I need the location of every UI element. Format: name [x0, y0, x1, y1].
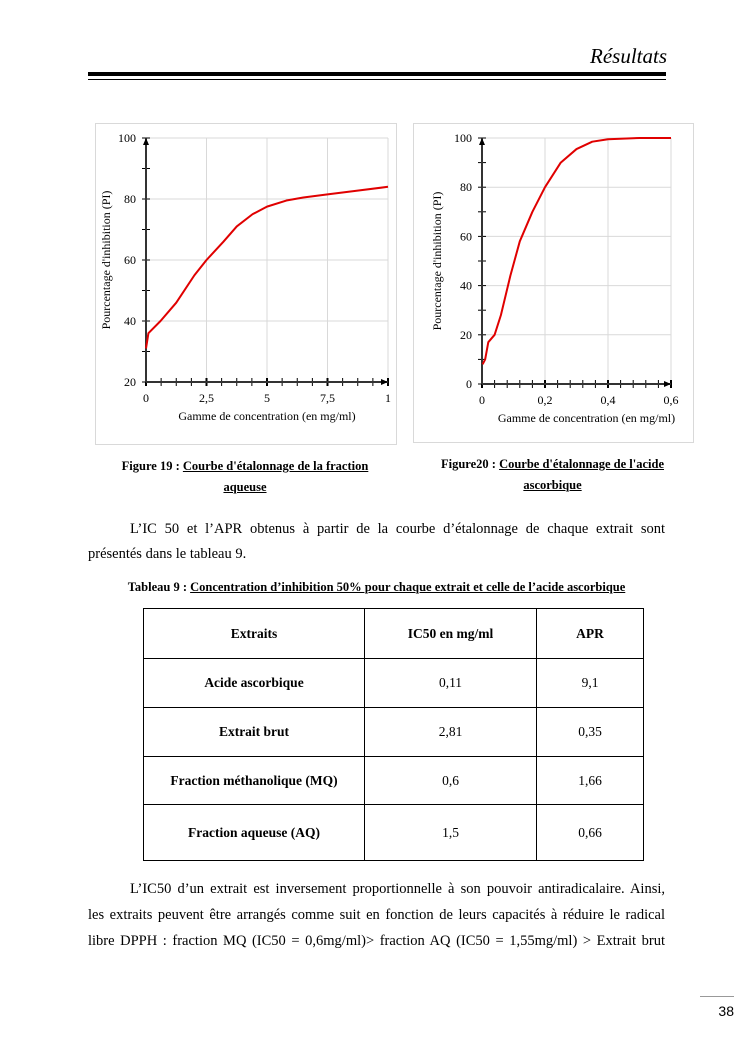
cell: 0,66	[537, 805, 644, 861]
paragraph-2	[88, 876, 665, 954]
ic50-table	[143, 608, 644, 861]
header-apr: APR	[537, 609, 644, 659]
y-axis-label: Pourcentage d'inhibition (PI)	[99, 190, 113, 330]
para1-line1: L’IC 50 et l’APR obtenus à partir de la courbe d’étalonnage de chaque extrait sont	[130, 521, 665, 537]
y-tick-label: 100	[118, 131, 136, 145]
y-tick-label: 60	[460, 229, 472, 244]
fig20-title-1: Courbe d'étalonnage de l'acide	[499, 457, 665, 471]
y-axis-arrow	[143, 138, 149, 145]
fig19-label: Figure 19 :	[121, 459, 183, 473]
table-row	[144, 805, 644, 861]
cell: 1,5	[365, 805, 537, 861]
x-axis-label: Gamme de concentration (en mg/ml)	[497, 411, 676, 425]
x-tick-label: 0,2	[537, 393, 553, 407]
y-tick-label: 80	[124, 192, 136, 206]
para2-line3: libre DPPH : fraction MQ (IC50 = 0,6mg/ml)> fraction AQ (IC50 = 1,55mg/ml) > Extrait brut	[88, 933, 665, 949]
x-tick-label: 0,4	[600, 393, 616, 407]
page-number: 38	[700, 996, 734, 1019]
x-tick-label: 2,5	[199, 391, 214, 405]
data-series-line	[483, 138, 671, 364]
x-tick-label: 0	[143, 391, 149, 405]
figure-20-chart	[413, 123, 694, 443]
x-tick-label: 0	[479, 393, 485, 407]
para2-line1: L’IC50 d’un extrait est inversement proportionnelle à son pouvoir antiradicalaire. Ainsi,	[130, 881, 665, 897]
x-tick-label: 0,6	[663, 393, 679, 407]
x-tick-label: 7,5	[320, 391, 335, 405]
y-tick-label: 20	[460, 327, 472, 342]
cell: Extrait brut	[144, 708, 365, 757]
figure-19-caption	[95, 456, 395, 498]
header-rule	[88, 72, 666, 76]
x-tick-label: 5	[264, 391, 270, 405]
cell: Acide ascorbique	[144, 659, 365, 708]
chart-20-svg	[414, 124, 693, 442]
para1-line2: présentés dans le tableau 9.	[88, 546, 247, 562]
y-tick-label: 40	[124, 314, 136, 328]
figure-19-chart	[95, 123, 397, 445]
table-caption-label: Tableau 9 :	[127, 580, 191, 594]
y-tick-label: 80	[460, 180, 472, 195]
section-header: Résultats	[590, 44, 667, 68]
y-axis-label: Pourcentage d'inhibition (PI)	[430, 191, 444, 331]
y-tick-label: 20	[124, 375, 136, 389]
table-row	[144, 757, 644, 805]
fig19-title-2: aqueuse	[223, 480, 267, 494]
x-axis-arrow	[664, 381, 671, 387]
header-extraits: Extraits	[144, 609, 365, 659]
cell: 9,1	[537, 659, 644, 708]
chart-19-svg	[96, 124, 396, 444]
table-header-row	[144, 609, 644, 659]
y-tick-label: 0	[466, 377, 472, 391]
y-tick-label: 40	[460, 278, 472, 293]
fig20-title-2: ascorbique	[523, 478, 582, 492]
para2-line2: les extraits peuvent être arrangés comme suit en fonction de leurs capacités à réduire le radical	[88, 907, 665, 923]
cell: 2,81	[365, 708, 537, 757]
table-row	[144, 708, 644, 757]
table-caption-title: Concentration d’inhibition 50% pour chaque extrait et celle de l’acide ascorbique	[190, 580, 626, 594]
x-axis-label: Gamme de concentration (en mg/ml)	[178, 409, 356, 423]
x-tick-label: 1	[385, 391, 391, 405]
cell: Fraction méthanolique (MQ)	[144, 757, 365, 805]
figure-20-caption	[410, 454, 695, 496]
cell: 0,35	[537, 708, 644, 757]
table-row	[144, 659, 644, 708]
cell: 0,6	[365, 757, 537, 805]
fig20-label: Figure20 :	[440, 457, 500, 471]
cell: 1,66	[537, 757, 644, 805]
y-tick-label: 100	[454, 131, 472, 145]
x-axis-arrow	[381, 379, 388, 385]
y-tick-label: 60	[124, 253, 136, 267]
header-rule-thin	[88, 79, 666, 80]
y-axis-arrow	[479, 138, 485, 145]
header-ic50: IC50 en mg/ml	[365, 609, 537, 659]
cell: Fraction aqueuse (AQ)	[144, 805, 365, 861]
paragraph-1	[88, 517, 665, 567]
fig19-title-1: Courbe d'étalonnage de la fraction	[182, 459, 369, 473]
table-caption	[88, 577, 665, 598]
cell: 0,11	[365, 659, 537, 708]
